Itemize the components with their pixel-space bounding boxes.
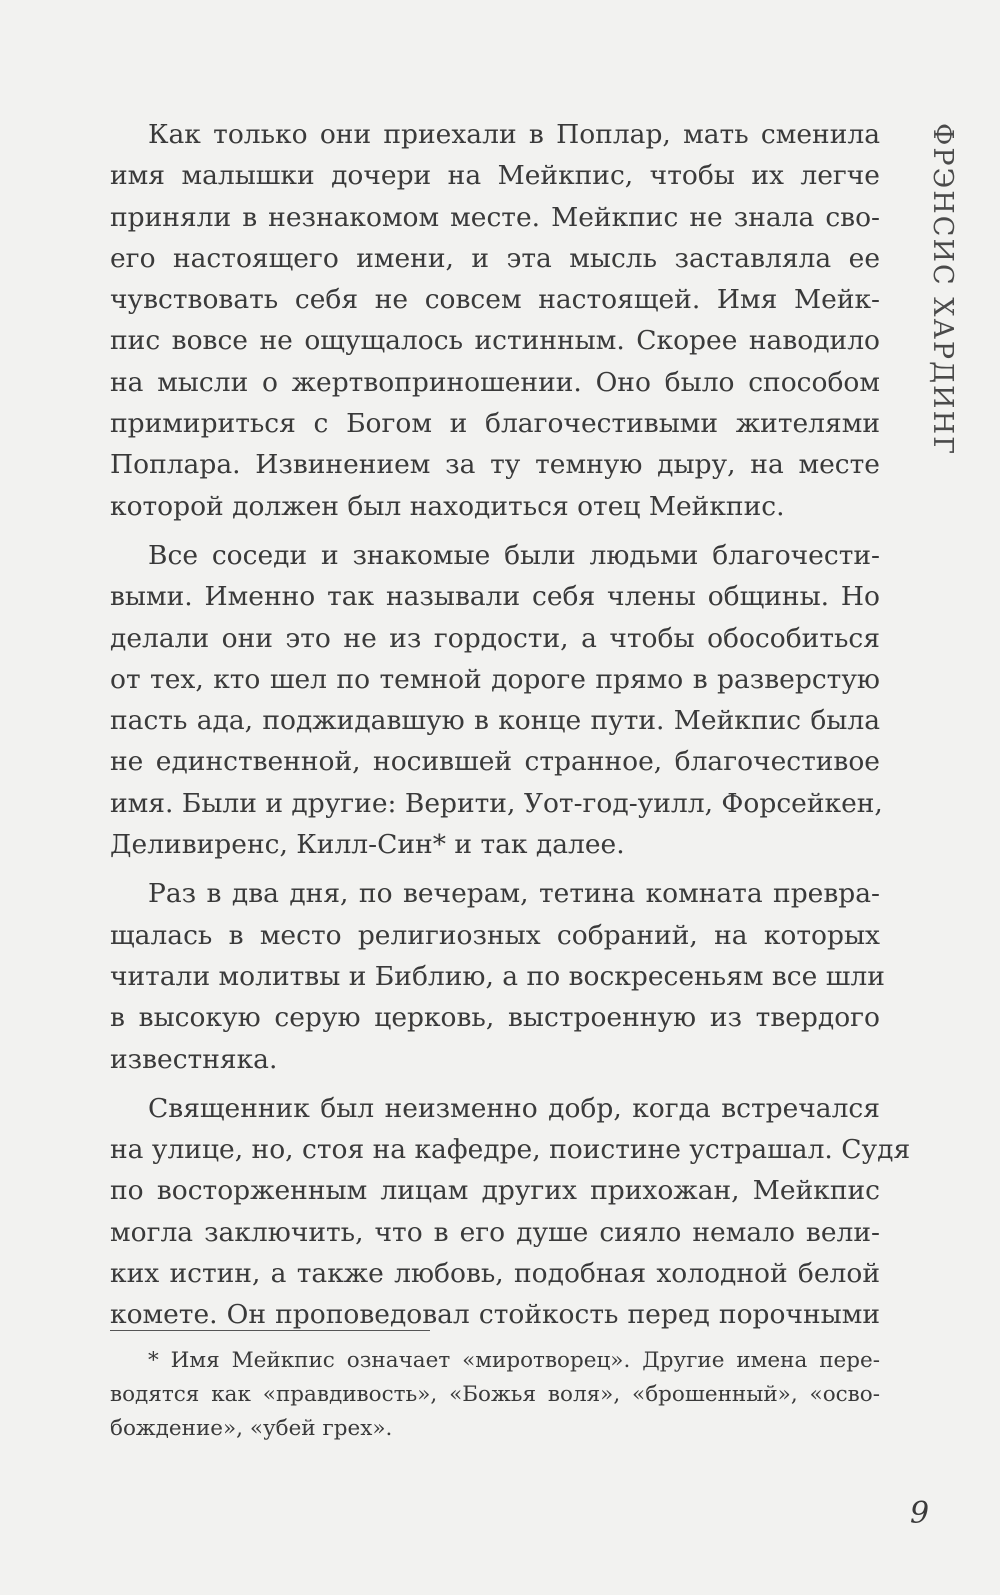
text-line: выми. Именно так называли себя члены общины. Но <box>110 581 880 613</box>
text-line: приняли в незнакомом месте. Мейкпис не знала сво- <box>110 201 880 233</box>
text-line: на улице, но, стоя на кафедре, поистине устрашал. Судя <box>110 1134 911 1166</box>
text-line: чувствовать себя не совсем настоящей. Имя Мейк- <box>110 284 880 316</box>
text-line: комете. Он проповедовал стойкость перед порочными <box>110 1299 880 1331</box>
footnote-divider <box>110 1330 430 1331</box>
footnote <box>110 1344 880 1446</box>
text-line: читали молитвы и Библию, а по воскресеньям все шли <box>110 960 885 992</box>
text-line: на мысли о жертвоприношении. Оно было способом <box>110 366 880 398</box>
text-line: которой должен был находиться отец Мейкпис. <box>110 490 785 522</box>
text-line: Как только они приехали в Поплар, мать сменила <box>148 119 880 150</box>
paragraph-3 <box>110 873 885 1079</box>
text-line: Священник был неизменно добр, когда встречался <box>148 1092 880 1124</box>
text-line: от тех, кто шел по темной дороге прямо в разверстую <box>110 663 880 695</box>
text-line: примириться с Богом и благочестивыми жителями <box>110 408 880 440</box>
body-text <box>110 114 911 1344</box>
text-line: не единственной, носившей странное, благочестивое <box>110 746 880 778</box>
text-line: Поплара. Извинением за ту темную дыру, на месте <box>110 449 880 481</box>
text-line: делали они это не из гордости, а чтобы обособиться <box>110 622 880 654</box>
text-line: пасть ада, поджидавшую в конце пути. Мейкпис была <box>110 705 880 737</box>
footnote-line: * Имя Мейкпис означает «миротворец». Другие имена пере- <box>148 1348 880 1373</box>
text-line: могла заключить, что в его душе сияло немало вели- <box>110 1216 880 1248</box>
text-line: в высокую серую церковь, выстроенную из твердого <box>110 1002 880 1034</box>
paragraph-1 <box>110 114 880 527</box>
paragraph-2 <box>110 535 883 865</box>
text-line: ких истин, а также любовь, подобная холодной белой <box>110 1258 880 1290</box>
text-line: Все соседи и знакомые были людьми благочести- <box>148 539 880 571</box>
page-number: 9 <box>910 1496 930 1531</box>
text-line: Раз в два дня, по вечерам, тетина комната превра- <box>148 878 880 910</box>
paragraph-4 <box>110 1088 911 1336</box>
text-line: по восторженным лицам других прихожан, Мейкпис <box>110 1175 880 1207</box>
text-line: пис вовсе не ощущалось истинным. Скорее наводило <box>110 325 880 357</box>
text-line: Деливиренс, Килл-Син* и так далее. <box>110 829 625 861</box>
text-line: щалась в место религиозных собраний, на которых <box>110 919 880 951</box>
running-head-author: ФРЭНСИС ХАРДИНГ <box>927 123 958 456</box>
text-line: имя малышки дочери на Мейкпис, чтобы их легче <box>110 160 880 192</box>
footnote-line: бождение», «убей грех». <box>110 1416 393 1441</box>
footnote-line: водятся как «правдивость», «Божья воля», «брошенный», «осво- <box>110 1382 880 1407</box>
text-line: имя. Были и другие: Верити, Уот-год-уилл, Форсейкен, <box>110 787 883 819</box>
text-line: известняка. <box>110 1043 278 1075</box>
text-line: его настоящего имени, и эта мысль заставляла ее <box>110 242 880 274</box>
